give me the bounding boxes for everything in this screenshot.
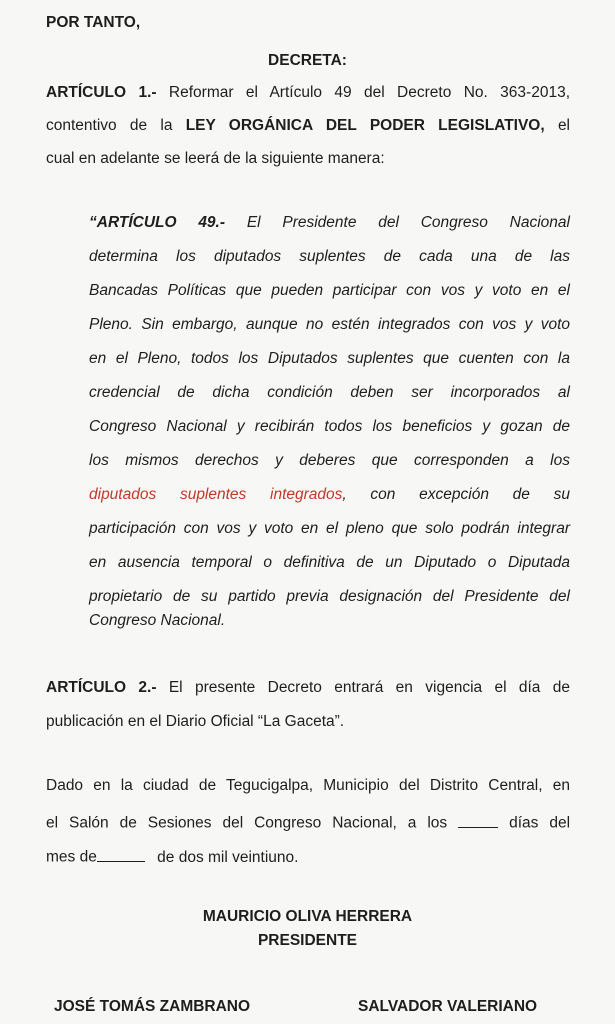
- articulo1-line2: [46, 117, 570, 135]
- dado-line3-pre: mes de: [46, 848, 97, 866]
- articulo49-line9: [89, 486, 570, 504]
- dado-line3-post: de dos mil veintiuno.: [157, 848, 299, 866]
- articulo1-line1: [46, 84, 570, 102]
- articulo49-heading: “ARTÍCULO 49.-: [89, 214, 226, 231]
- dado-line2-pre: el Salón de Sesiones del Congreso Nacional, a los: [46, 814, 448, 832]
- articulo2-line1-text: El presente Decreto entrará en vigencia el día de: [168, 679, 570, 696]
- dado-line2: [46, 811, 570, 833]
- articulo49-line3: Bancadas Políticas que pueden participar con vos y voto en el: [89, 282, 570, 299]
- articulo49-line1-text: El Presidente del Congreso Nacional: [246, 214, 570, 231]
- articulo49-line5: en el Pleno, todos los Diputados suplentes que cuenten con la: [89, 350, 570, 367]
- articulo1-heading: ARTÍCULO 1.-: [46, 84, 157, 101]
- articulo1-line2-pre: contentivo de la: [46, 117, 173, 134]
- articulo49-line9-text: , con excepción de su: [342, 486, 570, 503]
- secretario2-nombre: SALVADOR VALERIANO: [358, 998, 538, 1015]
- month-blank: [97, 845, 145, 862]
- articulo2-heading: ARTÍCULO 2.-: [46, 679, 157, 696]
- articulo49-line10: participación con vos y voto en el pleno que solo podrán integrar: [89, 520, 570, 537]
- articulo49-line2: determina los diputados suplentes de cada una de las: [89, 248, 570, 265]
- articulo49-line4: Pleno. Sin embargo, aunque no estén integrados con vos y voto: [89, 316, 570, 333]
- articulo49-line6: credencial de dicha condición deben ser incorporados al: [89, 384, 570, 401]
- por-tanto: POR TANTO,: [46, 14, 141, 31]
- highlighted-phrase: diputados suplentes integrados: [89, 486, 343, 503]
- dado-line1: Dado en la ciudad de Tegucigalpa, Municipio del Distrito Central, en: [46, 777, 570, 794]
- ley-organica-name: LEY ORGÁNICA DEL PODER LEGISLATIVO,: [185, 117, 545, 134]
- decreta-heading: DECRETA:: [268, 52, 347, 69]
- dado-line2-post: días del: [509, 814, 571, 832]
- dado-line3: [46, 845, 298, 867]
- presidente-nombre: MAURICIO OLIVA HERRERA: [202, 908, 413, 925]
- articulo2-line1: [46, 679, 570, 697]
- articulo49-line13: Congreso Nacional.: [89, 612, 226, 629]
- days-blank: [458, 811, 498, 828]
- articulo49-line8: los mismos derechos y deberes que corresponden a los: [89, 452, 570, 469]
- articulo1-line1-text: Reformar el Artículo 49 del Decreto No. 363-2013,: [168, 84, 570, 101]
- presidente-cargo: PRESIDENTE: [257, 932, 358, 949]
- articulo1-line2-post: el: [557, 117, 571, 134]
- secretario1-nombre: JOSÉ TOMÁS ZAMBRANO: [54, 998, 251, 1015]
- articulo49-line11: en ausencia temporal o definitiva de un Diputado o Diputada: [89, 554, 570, 571]
- articulo49-line12: propietario de su partido previa designación del Presidente del: [89, 588, 570, 605]
- articulo1-line3: cual en adelante se leerá de la siguiente manera:: [46, 150, 385, 167]
- articulo49-line1: [89, 214, 570, 232]
- articulo49-line7: Congreso Nacional y recibirán todos los beneficios y gozan de: [89, 418, 570, 435]
- articulo2-line2: publicación en el Diario Oficial “La Gaceta”.: [46, 713, 345, 730]
